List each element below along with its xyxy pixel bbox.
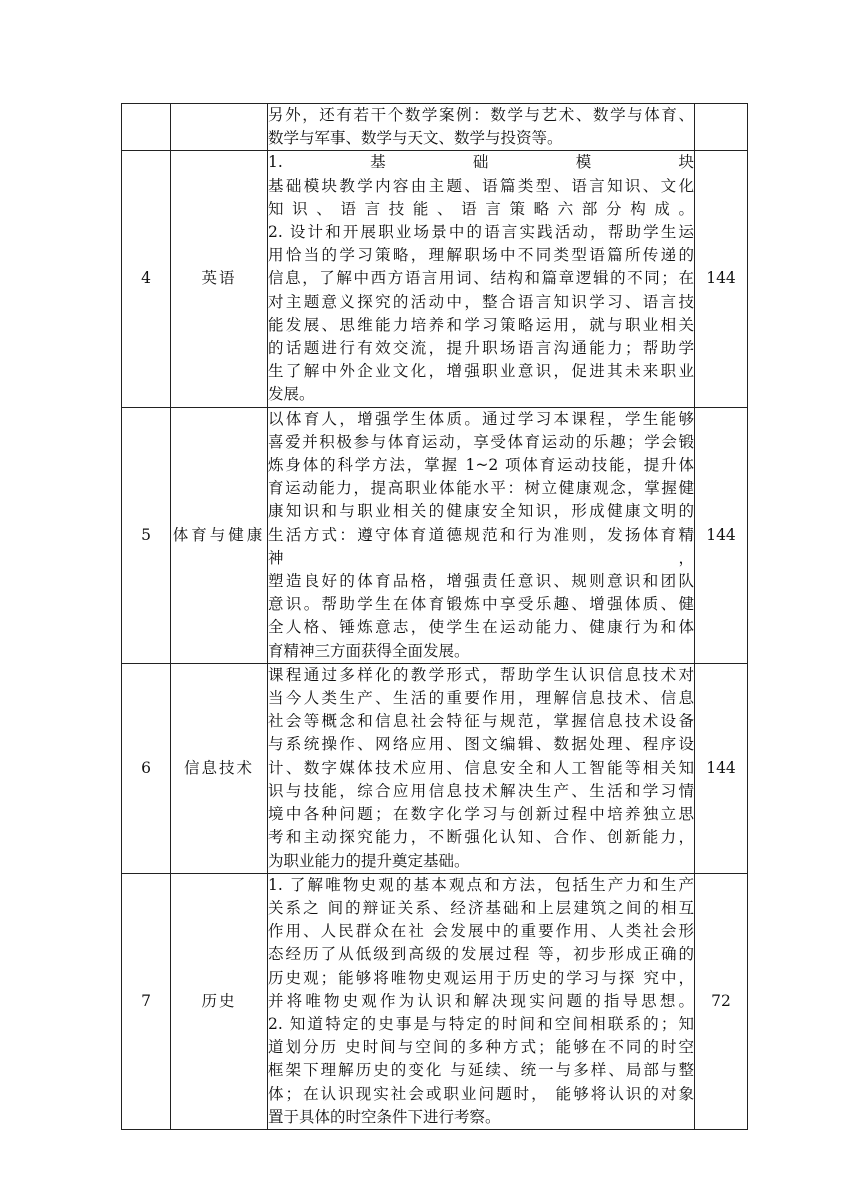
content-line: 以体育人，增强学生体质。通过学习本课程，学生能够 bbox=[268, 409, 694, 428]
content-line: 的话题进行有效交流，提升职场语言沟通能力；帮助学 bbox=[268, 339, 694, 358]
content-line: 识与技能，综合应用信息技术解决生产、生活和学习情 bbox=[268, 781, 694, 800]
content-line: 康知识和与职业相关的健康安全知识，形成健康文明的 bbox=[268, 502, 694, 521]
content-line: 对主题意义探究的活动中，整合语言知识学习、语言技 bbox=[268, 292, 694, 311]
content-line: 作用、人民群众在社 会发展中的重要作用、人类社会形 bbox=[268, 922, 694, 941]
course-hours: 144 bbox=[695, 407, 748, 663]
course-number: 4 bbox=[122, 151, 171, 407]
content-line: 生活方式：遵守体育道德规范和行为准则，发扬体育精 bbox=[268, 525, 694, 544]
content-line: 为职业能力的提升奠定基础。 bbox=[268, 851, 470, 870]
content-line: 态经历了从低级到高级的发展过程 等，初步形成正确的 bbox=[268, 945, 694, 964]
content-line: 关系之 间的辩证关系、经济基础和上层建筑之间的相互 bbox=[268, 898, 694, 917]
content-line: 当今人类生产、生活的重要作用，理解信息技术、信息 bbox=[268, 689, 694, 708]
content-line: 能发展、思维能力培养和学习策略运用，就与职业相关 bbox=[268, 315, 694, 334]
table-row bbox=[122, 407, 748, 663]
content-line: 课程通过多样化的教学形式，帮助学生认识信息技术对 bbox=[268, 665, 694, 684]
course-number: 7 bbox=[122, 873, 171, 1129]
course-content bbox=[268, 407, 695, 663]
content-line: 基础模块教学内容由主题、语篇类型、语言知识、文化 bbox=[268, 176, 694, 195]
course-content bbox=[268, 151, 695, 407]
course-name bbox=[171, 104, 268, 151]
course-hours: 144 bbox=[695, 663, 748, 873]
course-number bbox=[122, 104, 171, 151]
course-number: 5 bbox=[122, 407, 171, 663]
content-line: 数学与军事、数学与天文、数学与投资等。 bbox=[268, 129, 563, 148]
content-line: 塑造良好的体育品格，增强责任意识、规则意识和团队 bbox=[268, 572, 694, 591]
content-line: 置于具体的时空条件下进行考察。 bbox=[268, 1107, 501, 1126]
course-number: 6 bbox=[122, 663, 171, 873]
course-name: 信息技术 bbox=[171, 663, 268, 873]
content-line: 道划分历 史时间与空间的多种方式；能够在不同的时空 bbox=[268, 1038, 694, 1057]
content-line: 用恰当的学习策略，理解职场中不同类型语篇所传递的 bbox=[268, 246, 694, 265]
content-line: 框架下理解历史的变化 与延续、统一与多样、局部与整 bbox=[268, 1061, 694, 1080]
content-line: 意识。帮助学生在体育锻炼中享受乐趣、增强体质、健 bbox=[268, 595, 694, 614]
content-line: 另外，还有若干个数学案例：数学与艺术、数学与体育、 bbox=[268, 106, 694, 124]
course-name: 英语 bbox=[171, 151, 268, 407]
course-hours: 72 bbox=[695, 873, 748, 1129]
course-table bbox=[121, 103, 748, 1130]
course-content bbox=[268, 104, 695, 151]
content-line: 全人格、锤炼意志，使学生在运动能力、健康行为和体 bbox=[268, 618, 694, 637]
content-line: 1. 了解唯物史观的基本观点和方法，包括生产力和生产 bbox=[268, 875, 694, 894]
content-line: 与系统操作、网络应用、图文编辑、数据处理、程序设 bbox=[268, 735, 694, 754]
content-line: 历史观；能够将唯物史观运用于历史的学习与探 究中， bbox=[268, 968, 694, 987]
content-line: 育运动能力，提高职业体能水平：树立健康观念，掌握健 bbox=[268, 479, 694, 498]
content-line: 育精神三方面获得全面发展。 bbox=[268, 641, 470, 660]
content-line: 计、数字媒体技术应用、信息安全和人工智能等相关知 bbox=[268, 758, 694, 777]
course-name: 体育与健康 bbox=[171, 407, 268, 663]
content-line: 神， bbox=[268, 548, 694, 567]
course-name: 历史 bbox=[171, 873, 268, 1129]
course-content bbox=[268, 663, 695, 873]
content-line: 境中各种问题；在数字化学习与创新过程中培养独立思 bbox=[268, 805, 694, 824]
table-row bbox=[122, 104, 748, 151]
course-content bbox=[268, 873, 695, 1129]
content-line: 1.基础模块 bbox=[268, 153, 694, 172]
content-line: 生了解中外企业文化，增强职业意识，促进其未来职业 bbox=[268, 362, 694, 381]
course-hours: 144 bbox=[695, 151, 748, 407]
table-row bbox=[122, 873, 748, 1129]
content-line: 社会等概念和信息社会特征与规范，掌握信息技术设备 bbox=[268, 712, 694, 731]
course-hours bbox=[695, 104, 748, 151]
content-line: 体；在认识现实社会或职业问题时， 能够将认识的对象 bbox=[268, 1084, 694, 1103]
content-line: 知识、语言技能、语言策略六部分构成。 bbox=[268, 199, 694, 218]
content-line: 2. 知道特定的史事是与特定的时间和空间相联系的；知 bbox=[268, 1014, 694, 1033]
content-line: 炼身体的科学方法，掌握 1~2 项体育运动技能，提升体 bbox=[268, 456, 694, 475]
content-line: 发展。 bbox=[268, 385, 315, 404]
content-line: 2. 设计和开展职业场景中的语言实践活动，帮助学生运 bbox=[268, 223, 694, 242]
content-line: 考和主动探究能力，不断强化认知、合作、创新能力， bbox=[268, 828, 694, 847]
content-line: 信息，了解中西方语言用词、结构和篇章逻辑的不同；在 bbox=[268, 269, 694, 288]
content-line: 喜爱并积极参与体育运动，享受体育运动的乐趣；学会锻 bbox=[268, 432, 694, 451]
table-row bbox=[122, 663, 748, 873]
content-line: 并将唯物史观作为认识和解决现实问题的指导思想。 bbox=[268, 991, 694, 1010]
table-row bbox=[122, 151, 748, 407]
course-table-body bbox=[122, 104, 748, 1130]
